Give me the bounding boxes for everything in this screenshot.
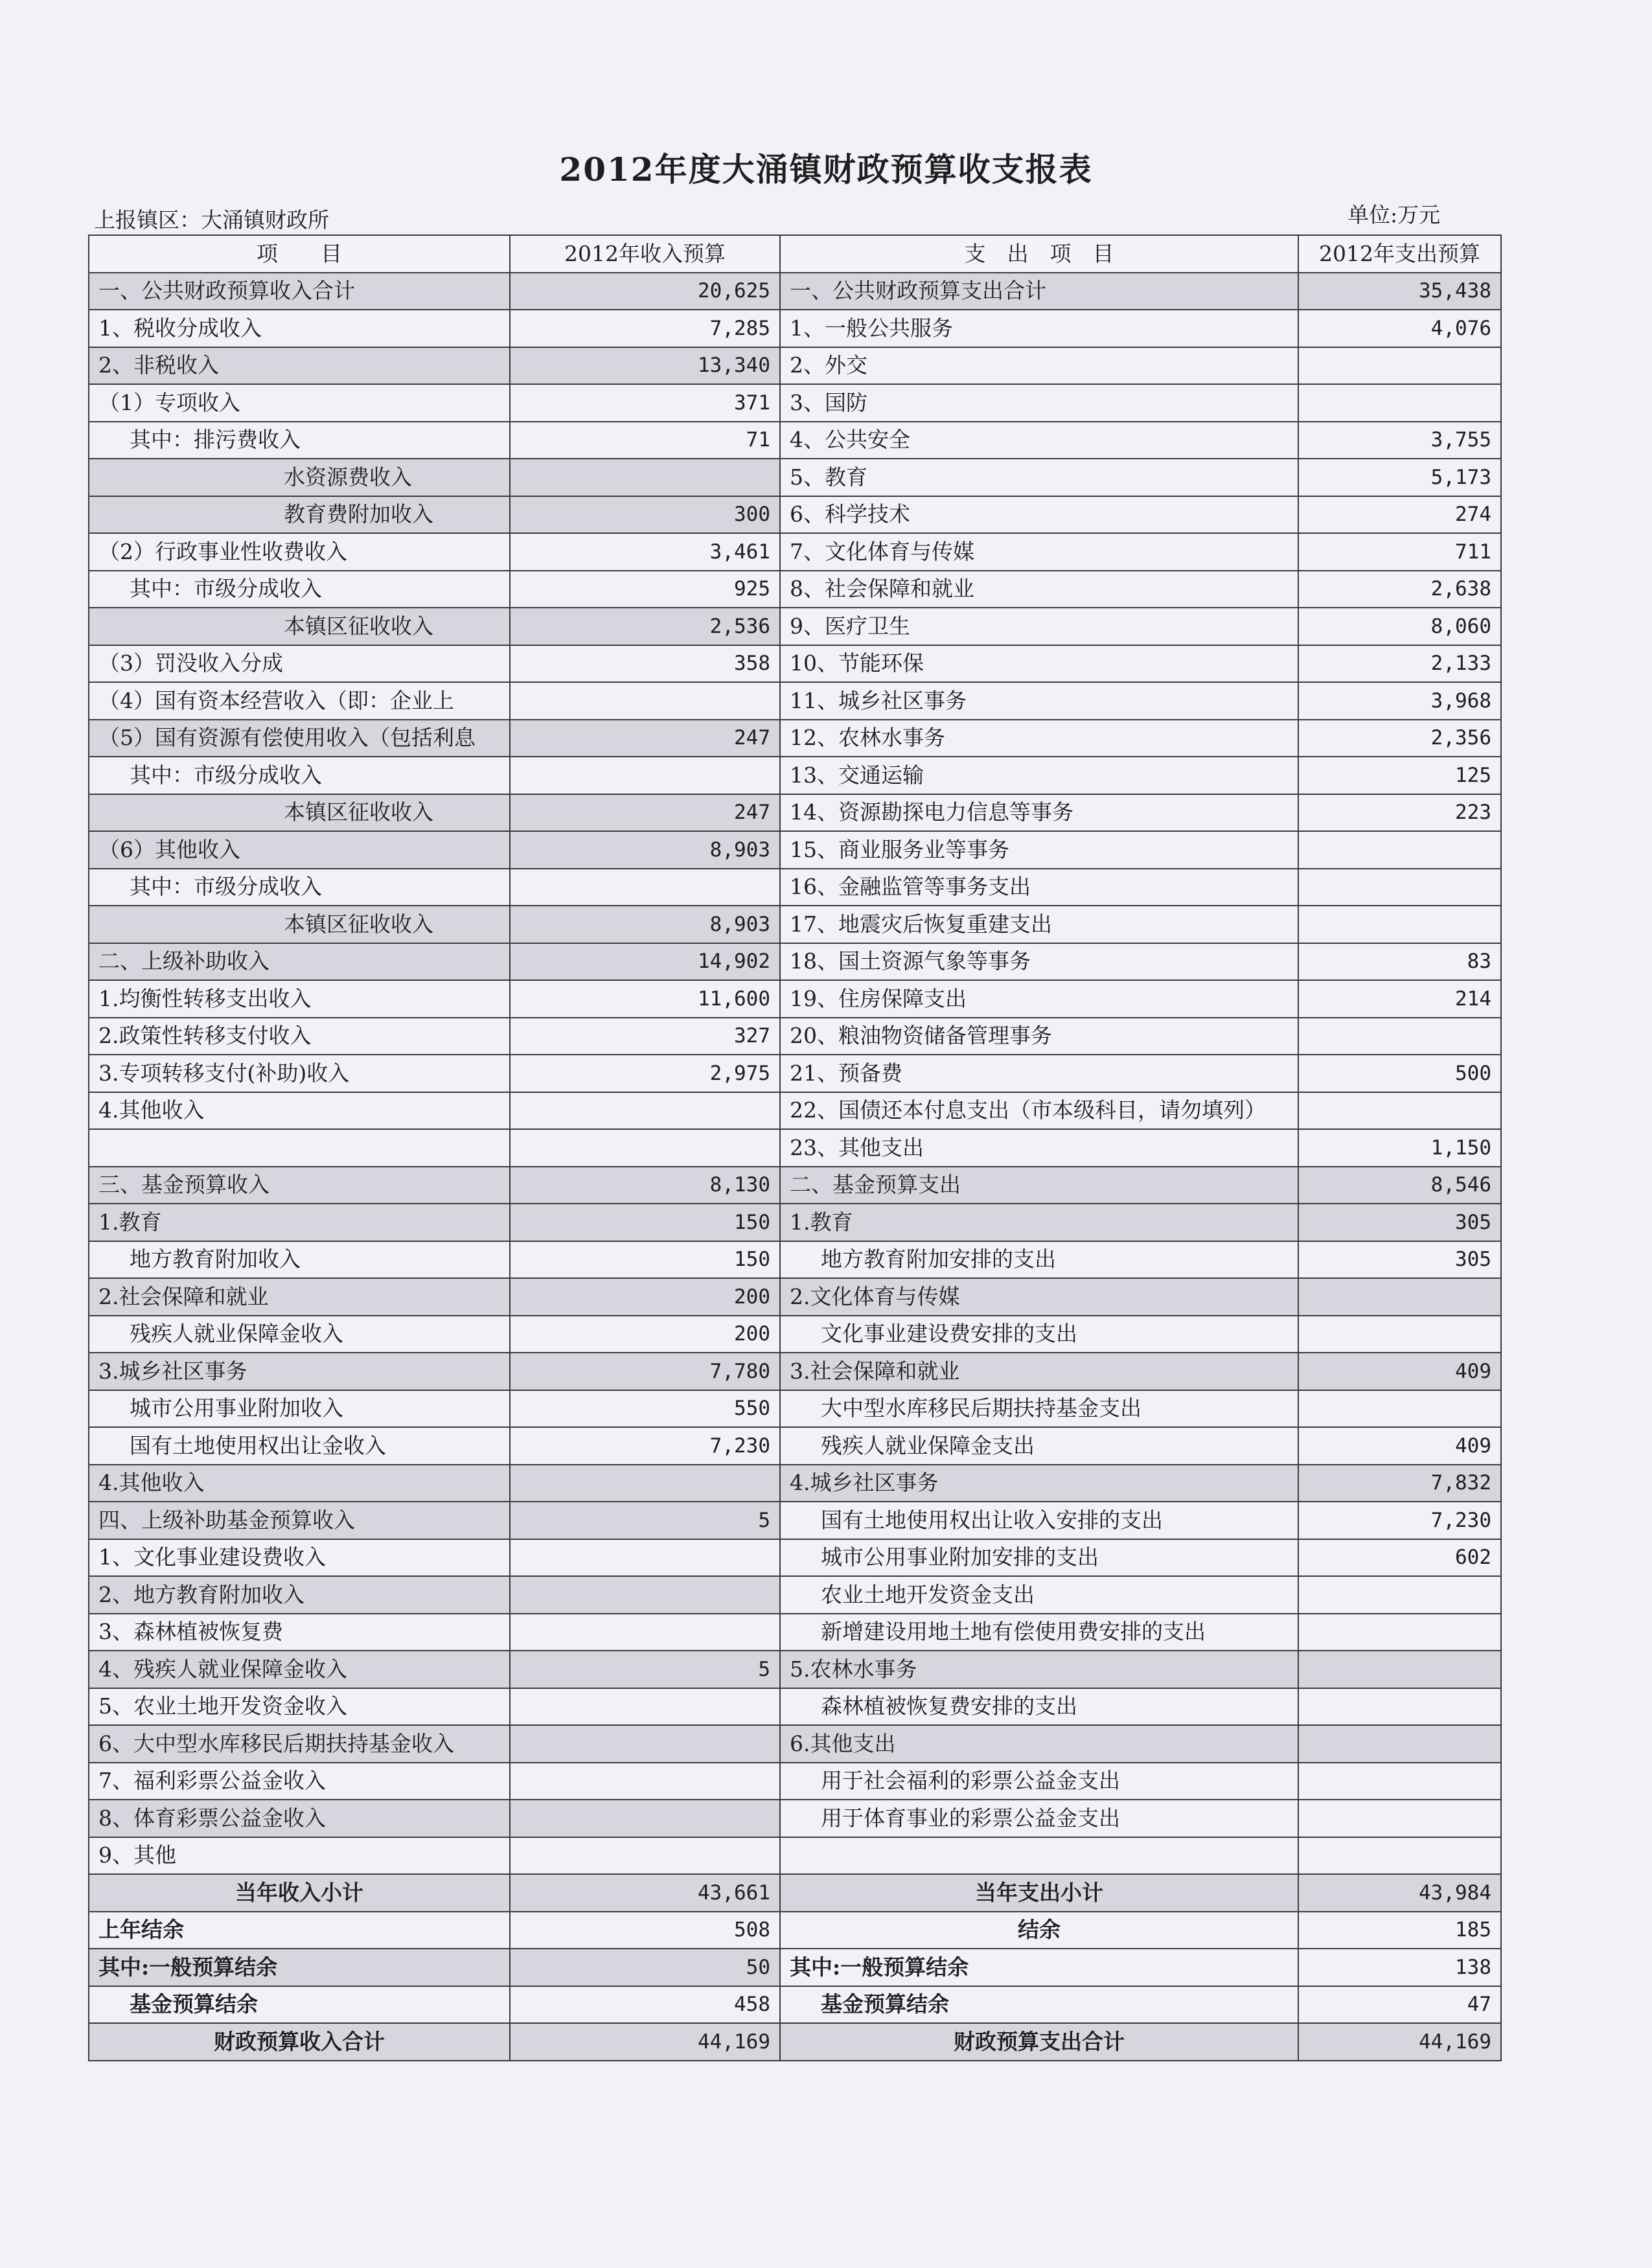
expense-item-amount: 602 <box>1298 1539 1501 1577</box>
income-row <box>89 347 780 385</box>
expense-item-amount <box>1298 1651 1501 1688</box>
expense-item-name: 16、金融监管等事务支出 <box>780 869 1298 906</box>
expense-row <box>780 943 1501 981</box>
expense-row <box>780 794 1501 832</box>
expense-row <box>780 1949 1501 1986</box>
income-item-name: 财政预算收入合计 <box>89 2023 510 2061</box>
income-item-amount: 371 <box>510 384 780 422</box>
expense-row <box>780 869 1501 906</box>
income-item-name: （2）行政事业性收费收入 <box>89 533 510 571</box>
expense-item-amount: 3,755 <box>1298 422 1501 459</box>
income-item-amount <box>510 1800 780 1837</box>
income-item-amount: 550 <box>510 1390 780 1428</box>
expense-item-name: 大中型水库移民后期扶持基金支出 <box>780 1390 1298 1428</box>
expense-item-name: 3.社会保障和就业 <box>780 1353 1298 1390</box>
income-item-amount <box>510 682 780 720</box>
page-title: 2012年度大涌镇财政预算收支报表 <box>559 150 1093 189</box>
expense-item-amount: 8,060 <box>1298 608 1501 645</box>
expense-budget-header: 2012年支出预算 <box>1298 235 1501 273</box>
income-row <box>89 1316 780 1353</box>
income-row <box>89 1129 780 1167</box>
income-item-name: 城市公用事业附加收入 <box>89 1390 510 1428</box>
expense-item-name: 一、公共财政预算支出合计 <box>780 273 1298 310</box>
expense-item-name: 地方教育附加安排的支出 <box>780 1241 1298 1279</box>
expense-item-amount: 83 <box>1298 943 1501 981</box>
income-row <box>89 1874 780 1912</box>
expense-row <box>780 1837 1501 1875</box>
expense-row <box>780 1129 1501 1167</box>
income-item-name: 上年结余 <box>89 1912 510 1949</box>
expense-row <box>780 571 1501 608</box>
income-item-name: 其中:一般预算结余 <box>89 1949 510 1986</box>
expense-row <box>780 1390 1501 1428</box>
expense-item-amount: 185 <box>1298 1912 1501 1949</box>
expense-item-amount: 43,984 <box>1298 1874 1501 1912</box>
expense-row <box>780 1055 1501 1092</box>
income-item-name: 三、基金预算收入 <box>89 1167 510 1204</box>
income-row <box>89 1725 780 1763</box>
expense-row <box>780 1204 1501 1241</box>
expense-row <box>780 1502 1501 1539</box>
expense-item-name: 15、商业服务业等事务 <box>780 831 1298 869</box>
expense-item-name: 1、一般公共服务 <box>780 310 1298 347</box>
income-item-amount: 247 <box>510 720 780 757</box>
expense-row <box>780 310 1501 347</box>
expense-item-name: 21、预备费 <box>780 1055 1298 1092</box>
income-budget-header: 2012年收入预算 <box>510 235 780 273</box>
income-item-name: 本镇区征收收入 <box>89 794 510 832</box>
expense-item-amount: 409 <box>1298 1427 1501 1465</box>
income-row <box>89 571 780 608</box>
income-item-name: 其中：排污费收入 <box>89 422 510 459</box>
income-item-name: （1）专项收入 <box>89 384 510 422</box>
income-item-amount: 150 <box>510 1241 780 1279</box>
expense-row <box>780 1912 1501 1949</box>
expense-row <box>780 459 1501 496</box>
expense-row <box>780 1241 1501 1279</box>
income-row <box>89 1837 780 1875</box>
expense-item-name: 文化事业建设费安排的支出 <box>780 1316 1298 1353</box>
expense-item-amount <box>1298 1018 1501 1055</box>
income-item-name: 5、农业土地开发资金收入 <box>89 1688 510 1726</box>
expense-item-name: 基金预算结余 <box>780 1986 1298 2024</box>
income-row <box>89 1912 780 1949</box>
income-item-amount <box>510 1539 780 1577</box>
expense-table <box>779 235 1502 2061</box>
expense-item-name: 国有土地使用权出让收入安排的支出 <box>780 1502 1298 1539</box>
income-item-amount: 2,975 <box>510 1055 780 1092</box>
expense-item-name: 当年支出小计 <box>780 1874 1298 1912</box>
budget-tables <box>88 235 1500 2124</box>
expense-item-amount <box>1298 347 1501 385</box>
expense-item-amount: 500 <box>1298 1055 1501 1092</box>
income-item-name: 6、大中型水库移民后期扶持基金收入 <box>89 1725 510 1763</box>
income-item-name: 1、税收分成收入 <box>89 310 510 347</box>
income-row <box>89 869 780 906</box>
expense-item-amount <box>1298 384 1501 422</box>
income-item-amount <box>510 459 780 496</box>
income-item-name: 二、上级补助收入 <box>89 943 510 981</box>
expense-row <box>780 1539 1501 1577</box>
expense-item-name: 结余 <box>780 1912 1298 1949</box>
income-row <box>89 1949 780 1986</box>
expense-item-amount: 223 <box>1298 794 1501 832</box>
expense-item-amount: 409 <box>1298 1353 1501 1390</box>
expense-item-amount <box>1298 1278 1501 1316</box>
income-item-name: 2.政策性转移支付收入 <box>89 1018 510 1055</box>
expense-item-amount: 2,356 <box>1298 720 1501 757</box>
income-item-amount: 358 <box>510 645 780 683</box>
expense-item-name: 14、资源勘探电力信息等事务 <box>780 794 1298 832</box>
income-item-name: 其中：市级分成收入 <box>89 869 510 906</box>
expense-item-amount: 2,638 <box>1298 571 1501 608</box>
expense-item-amount <box>1298 1800 1501 1837</box>
income-row <box>89 459 780 496</box>
income-row <box>89 608 780 645</box>
expense-item-name: 4、公共安全 <box>780 422 1298 459</box>
income-item-amount <box>510 869 780 906</box>
expense-item-name: 5.农林水事务 <box>780 1651 1298 1688</box>
income-row <box>89 720 780 757</box>
income-item-amount: 5 <box>510 1651 780 1688</box>
expense-item-amount: 8,546 <box>1298 1167 1501 1204</box>
income-item-name: 水资源费收入 <box>89 459 510 496</box>
expense-item-amount: 4,076 <box>1298 310 1501 347</box>
income-item-name: 残疾人就业保障金收入 <box>89 1316 510 1353</box>
expense-row <box>780 1725 1501 1763</box>
expense-item-amount: 47 <box>1298 1986 1501 2024</box>
expense-row <box>780 496 1501 534</box>
income-row <box>89 1278 780 1316</box>
expense-item-amount <box>1298 1390 1501 1428</box>
expense-item-amount: 35,438 <box>1298 273 1501 310</box>
income-item-name: 四、上级补助基金预算收入 <box>89 1502 510 1539</box>
income-row <box>89 496 780 534</box>
income-row <box>89 1390 780 1428</box>
expense-row <box>780 347 1501 385</box>
income-item-amount: 327 <box>510 1018 780 1055</box>
income-item-name: 本镇区征收收入 <box>89 608 510 645</box>
expense-item-amount <box>1298 1614 1501 1651</box>
expense-row <box>780 645 1501 683</box>
expense-item-amount: 1,150 <box>1298 1129 1501 1167</box>
expense-item-amount <box>1298 1725 1501 1763</box>
expense-item-name: 农业土地开发资金支出 <box>780 1576 1298 1614</box>
income-row <box>89 310 780 347</box>
expense-item-name: 9、医疗卫生 <box>780 608 1298 645</box>
income-item-name: 3、森林植被恢复费 <box>89 1614 510 1651</box>
expense-item-name: 10、节能环保 <box>780 645 1298 683</box>
income-item-amount: 14,902 <box>510 943 780 981</box>
expense-item-amount <box>1298 1092 1501 1130</box>
expense-item-name: 4.城乡社区事务 <box>780 1465 1298 1502</box>
income-row <box>89 1241 780 1279</box>
income-row <box>89 1651 780 1688</box>
expense-item-amount <box>1298 1688 1501 1726</box>
income-table <box>88 235 781 2061</box>
expense-row <box>780 682 1501 720</box>
expense-row <box>780 1874 1501 1912</box>
expense-item-name: 17、地震灾后恢复重建支出 <box>780 906 1298 943</box>
income-item-amount <box>510 1092 780 1130</box>
expense-row <box>780 1800 1501 1837</box>
expense-row <box>780 422 1501 459</box>
income-item-amount: 8,903 <box>510 831 780 869</box>
income-item-amount: 7,285 <box>510 310 780 347</box>
income-row <box>89 273 780 310</box>
income-row <box>89 1465 780 1502</box>
expense-row <box>780 533 1501 571</box>
expense-item-name: 23、其他支出 <box>780 1129 1298 1167</box>
expense-row <box>780 1763 1501 1800</box>
income-row <box>89 831 780 869</box>
expense-item-name: 新增建设用地土地有偿使用费安排的支出 <box>780 1614 1298 1651</box>
expense-item-name: 7、文化体育与传媒 <box>780 533 1298 571</box>
income-item-name: 3.专项转移支付(补助)收入 <box>89 1055 510 1092</box>
expense-row <box>780 1614 1501 1651</box>
income-item-name: 基金预算结余 <box>89 1986 510 2024</box>
expense-item-amount <box>1298 1576 1501 1614</box>
income-row <box>89 1614 780 1651</box>
income-item-amount <box>510 1614 780 1651</box>
expense-item-name: 12、农林水事务 <box>780 720 1298 757</box>
expense-item-name <box>780 1837 1298 1875</box>
income-item-name: 4.其他收入 <box>89 1465 510 1502</box>
income-item-header: 项 目 <box>89 235 510 273</box>
expense-row <box>780 273 1501 310</box>
reporting-unit: 上报镇区：大涌镇财政所 <box>94 207 329 233</box>
expense-row <box>780 1465 1501 1502</box>
income-row <box>89 1763 780 1800</box>
expense-item-name: 3、国防 <box>780 384 1298 422</box>
expense-row <box>780 1651 1501 1688</box>
income-item-amount: 5 <box>510 1502 780 1539</box>
expense-item-amount <box>1298 906 1501 943</box>
expense-item-name: 8、社会保障和就业 <box>780 571 1298 608</box>
income-row <box>89 794 780 832</box>
income-item-amount: 13,340 <box>510 347 780 385</box>
income-item-name: （3）罚没收入分成 <box>89 645 510 683</box>
expense-item-amount <box>1298 831 1501 869</box>
income-item-amount: 200 <box>510 1316 780 1353</box>
expense-item-name: 11、城乡社区事务 <box>780 682 1298 720</box>
income-row <box>89 1055 780 1092</box>
income-item-name: 国有土地使用权出让金收入 <box>89 1427 510 1465</box>
income-row <box>89 1688 780 1726</box>
income-item-amount <box>510 757 780 794</box>
expense-item-name: 残疾人就业保障金支出 <box>780 1427 1298 1465</box>
income-item-name: 地方教育附加收入 <box>89 1241 510 1279</box>
income-row <box>89 1018 780 1055</box>
income-item-amount: 200 <box>510 1278 780 1316</box>
income-item-amount: 11,600 <box>510 980 780 1018</box>
income-item-name: 教育费附加收入 <box>89 496 510 534</box>
expense-row <box>780 1316 1501 1353</box>
expense-item-amount: 305 <box>1298 1241 1501 1279</box>
expense-item-amount: 5,173 <box>1298 459 1501 496</box>
income-row <box>89 1167 780 1204</box>
expense-item-name: 6、科学技术 <box>780 496 1298 534</box>
expense-item-amount: 274 <box>1298 496 1501 534</box>
income-item-name: 1.教育 <box>89 1204 510 1241</box>
income-row <box>89 1353 780 1390</box>
expense-row <box>780 1278 1501 1316</box>
income-row <box>89 1539 780 1577</box>
expense-row <box>780 1092 1501 1130</box>
income-row <box>89 682 780 720</box>
income-item-name: 1、文化事业建设费收入 <box>89 1539 510 1577</box>
income-item-amount: 71 <box>510 422 780 459</box>
income-row <box>89 533 780 571</box>
income-item-name: 7、福利彩票公益金收入 <box>89 1763 510 1800</box>
expense-item-amount: 3,968 <box>1298 682 1501 720</box>
income-row <box>89 980 780 1018</box>
income-item-amount: 300 <box>510 496 780 534</box>
income-row <box>89 1427 780 1465</box>
income-item-name: 其中：市级分成收入 <box>89 571 510 608</box>
income-item-amount: 8,903 <box>510 906 780 943</box>
income-item-amount <box>510 1688 780 1726</box>
expense-row <box>780 1167 1501 1204</box>
expense-item-name: 19、住房保障支出 <box>780 980 1298 1018</box>
income-item-amount: 8,130 <box>510 1167 780 1204</box>
income-item-amount: 44,169 <box>510 2023 780 2061</box>
expense-row <box>780 720 1501 757</box>
income-item-amount <box>510 1129 780 1167</box>
expense-item-amount: 7,832 <box>1298 1465 1501 1502</box>
income-item-name: 3.城乡社区事务 <box>89 1353 510 1390</box>
currency-unit: 单位:万元 <box>1348 202 1441 227</box>
income-item-amount: 7,230 <box>510 1427 780 1465</box>
income-item-name: （6）其他收入 <box>89 831 510 869</box>
expense-row <box>780 608 1501 645</box>
expense-row <box>780 1427 1501 1465</box>
expense-item-amount: 214 <box>1298 980 1501 1018</box>
expense-row <box>780 2023 1501 2061</box>
expense-item-amount: 711 <box>1298 533 1501 571</box>
income-item-amount: 7,780 <box>510 1353 780 1390</box>
expense-item-name: 18、国土资源气象等事务 <box>780 943 1298 981</box>
expense-item-amount <box>1298 1763 1501 1800</box>
expense-item-name: 财政预算支出合计 <box>780 2023 1298 2061</box>
income-item-name: 2、地方教育附加收入 <box>89 1576 510 1614</box>
income-item-name: （4）国有资本经营收入（即：企业上 <box>89 682 510 720</box>
income-item-name: （5）国有资源有偿使用收入（包括利息 <box>89 720 510 757</box>
expense-row <box>780 1353 1501 1390</box>
expense-item-name: 5、教育 <box>780 459 1298 496</box>
expense-row <box>780 831 1501 869</box>
expense-item-amount <box>1298 1837 1501 1875</box>
income-item-name: 当年收入小计 <box>89 1874 510 1912</box>
income-item-name: 2.社会保障和就业 <box>89 1278 510 1316</box>
income-item-name: 1.均衡性转移支出收入 <box>89 980 510 1018</box>
expense-item-amount <box>1298 1316 1501 1353</box>
income-item-amount: 3,461 <box>510 533 780 571</box>
income-row <box>89 1986 780 2024</box>
income-item-name: 本镇区征收收入 <box>89 906 510 943</box>
income-item-name: 一、公共财政预算收入合计 <box>89 273 510 310</box>
expense-row <box>780 1688 1501 1726</box>
expense-row <box>780 980 1501 1018</box>
income-item-name: 8、体育彩票公益金收入 <box>89 1800 510 1837</box>
expense-item-name: 森林植被恢复费安排的支出 <box>780 1688 1298 1726</box>
expense-item-amount: 7,230 <box>1298 1502 1501 1539</box>
income-item-amount <box>510 1837 780 1875</box>
income-row <box>89 1576 780 1614</box>
expense-row <box>780 1576 1501 1614</box>
expense-item-amount: 44,169 <box>1298 2023 1501 2061</box>
expense-item-amount: 305 <box>1298 1204 1501 1241</box>
expense-item-name: 20、粮油物资储备管理事务 <box>780 1018 1298 1055</box>
expense-item-amount: 125 <box>1298 757 1501 794</box>
income-item-amount: 247 <box>510 794 780 832</box>
expense-row <box>780 757 1501 794</box>
income-item-amount: 20,625 <box>510 273 780 310</box>
expense-item-amount: 2,133 <box>1298 645 1501 683</box>
expense-item-name: 用于体育事业的彩票公益金支出 <box>780 1800 1298 1837</box>
expense-row <box>780 1018 1501 1055</box>
expense-item-name: 其中:一般预算结余 <box>780 1949 1298 1986</box>
income-item-name: 2、非税收入 <box>89 347 510 385</box>
expense-item-amount: 138 <box>1298 1949 1501 1986</box>
income-row <box>89 943 780 981</box>
income-item-amount: 925 <box>510 571 780 608</box>
income-row <box>89 1800 780 1837</box>
income-item-amount: 2,536 <box>510 608 780 645</box>
income-item-name: 9、其他 <box>89 1837 510 1875</box>
income-item-amount <box>510 1763 780 1800</box>
income-item-name: 4.其他收入 <box>89 1092 510 1130</box>
expense-item-amount <box>1298 869 1501 906</box>
income-item-amount: 43,661 <box>510 1874 780 1912</box>
expense-row <box>780 384 1501 422</box>
income-row <box>89 1502 780 1539</box>
income-row <box>89 906 780 943</box>
income-item-name: 4、残疾人就业保障金收入 <box>89 1651 510 1688</box>
income-item-amount: 508 <box>510 1912 780 1949</box>
income-item-amount <box>510 1465 780 1502</box>
income-row <box>89 645 780 683</box>
expense-item-name: 2.文化体育与传媒 <box>780 1278 1298 1316</box>
income-item-amount: 50 <box>510 1949 780 1986</box>
income-item-amount: 150 <box>510 1204 780 1241</box>
income-row <box>89 384 780 422</box>
income-item-amount <box>510 1576 780 1614</box>
expense-row <box>780 906 1501 943</box>
expense-item-name: 6.其他支出 <box>780 1725 1298 1763</box>
income-item-name <box>89 1129 510 1167</box>
expense-item-name: 1.教育 <box>780 1204 1298 1241</box>
income-row <box>89 1092 780 1130</box>
expense-row <box>780 1986 1501 2024</box>
expense-item-name: 13、交通运输 <box>780 757 1298 794</box>
expense-item-name: 22、国债还本付息支出（市本级科目，请勿填列） <box>780 1092 1298 1130</box>
expense-item-name: 城市公用事业附加安排的支出 <box>780 1539 1298 1577</box>
income-row <box>89 422 780 459</box>
expense-item-name: 二、基金预算支出 <box>780 1167 1298 1204</box>
income-item-name: 其中：市级分成收入 <box>89 757 510 794</box>
income-item-amount: 458 <box>510 1986 780 2024</box>
income-row <box>89 2023 780 2061</box>
income-row <box>89 757 780 794</box>
expense-item-name: 用于社会福利的彩票公益金支出 <box>780 1763 1298 1800</box>
expense-item-header: 支 出 项 目 <box>780 235 1298 273</box>
income-item-amount <box>510 1725 780 1763</box>
income-row <box>89 1204 780 1241</box>
expense-item-name: 2、外交 <box>780 347 1298 385</box>
